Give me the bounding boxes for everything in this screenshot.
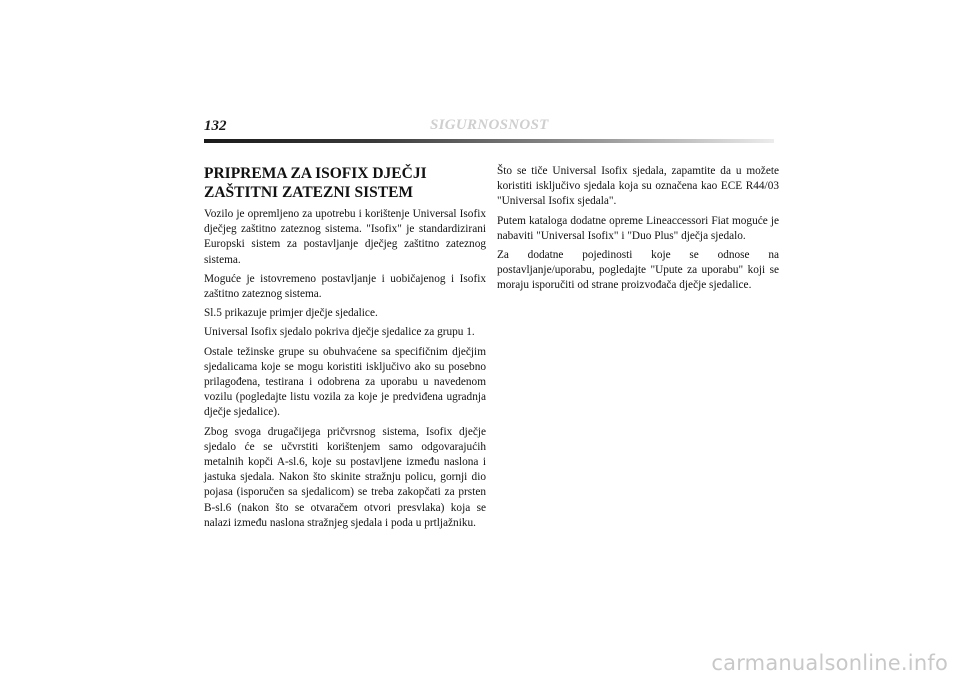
watermark: carmanualsonline.info [711,651,948,675]
paragraph: Zbog svoga drugačijega pričvrsnog sistema, Isofix dječje sjedalo će se učvrstiti korištenjem samo odgovarajućih metalnih kopči A-sl.6, koje su postavljene između naslona i jastuka sjedala. Nakon što skinite stražnju policu, gornji dio pojasa (isporučen sa sjedalicom) se treba zakopčati za prsten B-sl.6 (nakon što se otvaračem otvori presvlaka) koja se nalazi između naslona stražnjeg sjedala i poda u prtljažniku. [204,425,486,529]
paragraph: Universal Isofix sjedalo pokriva dječje sjedalice za grupu 1. [204,326,475,339]
left-column [204,164,486,535]
paragraph: Sl.5 prikazuje primjer dječje sjedalice. [204,307,378,320]
paragraph: Putem kataloga dodatne opreme Lineaccessori Fiat moguće je nabaviti "Universal Isofix" i "Duo Plus" dječja sjedalo. [497,214,779,242]
paragraph: Za dodatne pojedinosti koje se odnose na postavljanje/uporabu, pogledajte "Upute za uporabu" koji se moraju isporučiti od strane proizvođača dječje sjedalice. [497,249,779,292]
header-rule [204,139,774,143]
section-title: SIGURNOSNOST [430,117,549,133]
paragraph: Ostale težinske grupe su obuhvaćene sa specifičnim dječjim sjedalicama koje se mogu koristiti isključivo ako su posebno prilagođena, testirana i odobrena za uporabu u navedenom vozilu (pogledajte listu vozila za koje je predviđena ugradnja dječje sjedalice). [204,345,486,419]
article-heading: PRIPREMA ZA ISOFIX DJEČJI ZAŠTITNI ZATEZNI SISTEM [204,165,427,201]
paragraph: Vozilo je opremljeno za upotrebu i korištenje Universal Isofix dječjeg zaštitno zateznog sistema. "Isofix" je standardizirani Europski sistem za postavljanje dječjeg zaštitno zateznog sistema. [204,208,486,266]
right-column [497,164,779,298]
page-number: 132 [204,118,227,134]
paragraph: Moguće je istovremeno postavljanje i uobičajenog i Isofix zaštitno zateznog sistema. [204,272,486,301]
paragraph: Što se tiče Universal Isofix sjedala, zapamtite da u možete koristiti isključivo sjedala koja su označena kao ECE R44/03 "Universal Isofix sjedala". [497,165,779,208]
